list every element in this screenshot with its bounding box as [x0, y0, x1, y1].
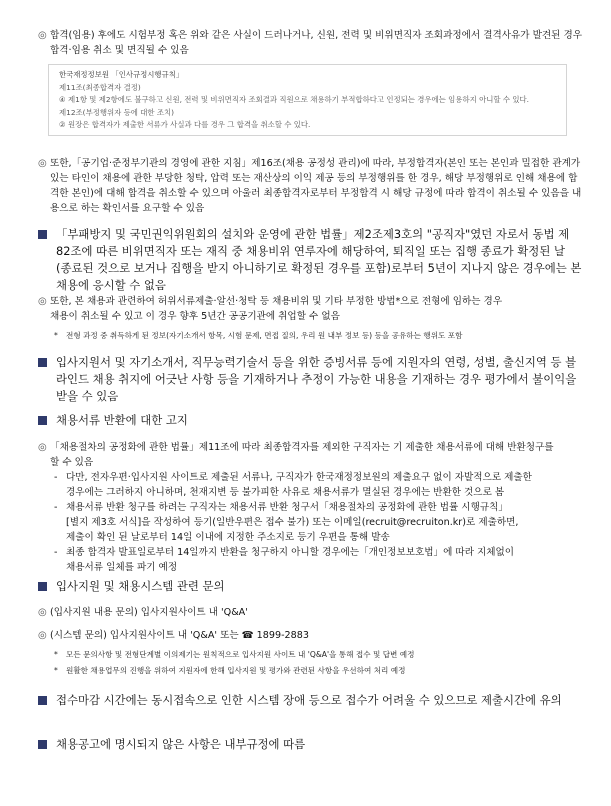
dash-item	[38, 500, 583, 545]
asterisk-icon: *	[54, 331, 58, 340]
circle-bullet-icon: ◎	[38, 30, 47, 41]
notice-item	[38, 440, 583, 470]
section-item	[38, 692, 583, 709]
paragraph-text: 「채용절차의 공정화에 관한 법률」제11조에 따라 최종합격자를 제외한 구직자는 기 제출한 채용서류에 대해 반환청구를	[50, 442, 554, 453]
square-bullet-icon	[38, 416, 47, 425]
paragraph-text: (시스템 문의) 입사지원사이트 내 'Q&A' 또는 ☎ 1899-2883	[50, 630, 309, 641]
section-text: 입사지원서 및 자기소개서, 직무능력기술서 등을 위한 증빙서류 등에 지원자의 연령, 성별, 출신지역 등 블라인드 채용 취지에 어긋난 사항 등을 기재하거나 추정이 가능한 내용을 기재하는 경우 평가에서 불이익을 받을 수 있음	[56, 355, 577, 403]
circle-bullet-icon: ◎	[38, 630, 47, 641]
section-heading-text: 채용서류 반환에 대한 고지	[56, 413, 188, 427]
circle-bullet-icon: ◎	[38, 442, 47, 453]
square-bullet-icon	[38, 358, 47, 367]
dash-bullet: -	[54, 472, 58, 483]
dash-text: [별지 제3호 서식]을 작성하여 등기(일반우편은 접수 불가) 또는 이메일(recruit@recruiton.kr)로 제출하면,	[66, 517, 519, 528]
section-item	[38, 354, 583, 405]
section-heading-text: 입사지원 및 채용시스템 관련 문의	[56, 579, 225, 593]
regulation-article: 제12조(부정행위자 등에 대한 조치)	[59, 107, 175, 117]
footnote-text: 전형 과정 중 취득하게 된 정보(자기소개서 항목, 시험 문제, 면접 질의, 우리 원 내부 정보 등) 등을 공유하는 행위도 포함	[66, 331, 463, 340]
return-notice-block	[38, 440, 583, 575]
notice-item	[38, 294, 583, 324]
regulation-box	[48, 64, 567, 136]
square-bullet-icon	[38, 696, 47, 705]
paragraph-text: 합격(임용) 후에도 시험부정 혹은 위와 같은 사실이 드러나거나, 신원, 전력 및 비위면직자 조회과정에서 결격사유가 발견된 경우 합격·임용 취소 및 면직될 수 있음	[50, 30, 582, 56]
square-bullet-icon	[38, 740, 47, 749]
footnote	[50, 329, 583, 342]
dash-item	[38, 470, 583, 500]
paragraph-text: 채용이 취소될 수 있고 이 경우 향후 5년간 공공기관에 취업할 수 없음	[50, 311, 340, 322]
regulation-clause: ④ 제1항 및 제2항에도 불구하고 신원, 전력 및 비위면직자 조회결과 직원으로 채용하기 부적합하다고 인정되는 경우에는 임용하지 아니할 수 있다.	[59, 95, 529, 104]
dash-bullet: -	[54, 547, 58, 558]
notice-item	[38, 628, 583, 643]
asterisk-icon: *	[54, 650, 58, 659]
paragraph-text: 또한,「공기업·준정부기관의 경영에 관한 지침」제16조(채용 공정성 관리)에 따라, 부정합격자(본인 또는 본인과 밀접한 관계가 있는 타인이 채용에 관한 부당한 청탁, 압력 또는 재산상의 이익 제공 등의 부정행위를 한 경우, 해당 부정행위로 인해 채용에 합격한 본인)에 대해 합격을 취소할 수 있으며 아울러 최종합격자로부터 부정합격 시 해당 규정에 따라 합격이 취소될 수 있음을 내용으로 하는 확인서를 요구할 수 있음	[50, 158, 582, 214]
footnote-text: 원활한 채용업무의 진행을 위하여 지원자에 한해 입사지원 및 평가와 관련된 사항을 우선하여 처리 예정	[66, 666, 406, 675]
footnote-text: 모든 문의사항 및 전형단계별 이의제기는 원칙적으로 입사지원 사이트 내 'Q&A'을 통해 접수 및 답변 예정	[66, 650, 415, 659]
dash-text: 채용서류 일체를 파기 예정	[66, 562, 178, 573]
dash-text: 제출이 확인 된 날로부터 14일 이내에 지정한 주소지로 등기 우편을 통해 발송	[66, 532, 390, 543]
circle-bullet-icon: ◎	[38, 296, 47, 307]
notice-item	[38, 605, 583, 620]
dash-text: 다만, 전자우편·입사지원 사이트로 제출된 서류나, 구직자가 한국재정정보원의 제출요구 없이 자발적으로 제출한	[66, 472, 532, 483]
dash-text: 채용서류 반환 청구를 하려는 구직자는 채용서류 반환 청구서「채용절차의 공정화에 관한 법률 시행규칙」	[66, 502, 508, 513]
square-bullet-icon	[38, 582, 47, 591]
footnote	[50, 664, 583, 677]
asterisk-icon: *	[54, 666, 58, 675]
square-bullet-icon	[38, 230, 47, 239]
section-heading	[38, 578, 583, 595]
footnote	[50, 648, 583, 661]
section-text: 접수마감 시간에는 동시접속으로 인한 시스템 장애 등으로 접수가 어려울 수 있으므로 제출시간에 유의	[56, 693, 562, 707]
notice-item	[38, 28, 583, 58]
regulation-clause: ② 원장은 합격자가 제출한 서류가 사실과 다를 경우 그 합격을 취소할 수 있다.	[59, 120, 311, 129]
section-item	[38, 226, 583, 294]
paragraph-text: 할 수 있음	[50, 457, 94, 468]
dash-text: 경우에는 그러하지 아니하며, 천재지변 등 불가피한 사유로 채용서류가 멸실된 경우에는 반환한 것으로 봄	[66, 487, 505, 498]
section-text: 「부패방지 및 국민권익위원회의 설치와 운영에 관한 법률」제2조제3호의 "공직자"였던 자로서 동법 제82조에 따른 비위면직자 또는 재직 중 채용비위 연루자에 해당하여, 퇴직일 또는 집행 종료가 확정된 날 (종료된 것으로 보거나 집행을 받지 아니하기로 확정된 경우를 포함)로부터 5년이 지나지 않은 경우에는 본 채용에 응시할 수 없음	[56, 227, 582, 292]
dash-bullet: -	[54, 502, 58, 513]
dash-item	[38, 545, 583, 575]
circle-bullet-icon: ◎	[38, 158, 47, 169]
regulation-article: 제11조(최종합격자 결정)	[59, 82, 141, 92]
section-text: 채용공고에 명시되지 않은 사항은 내부규정에 따름	[56, 737, 306, 751]
dash-text: 최종 합격자 발표일로부터 14일까지 반환을 청구하지 아니할 경우에는「개인정보보호법」에 따라 지체없이	[66, 547, 515, 558]
paragraph-text: 또한, 본 채용과 관련하여 허위서류제출·알선·청탁 등 채용비위 및 기타 부정한 방법*으로 전형에 임하는 경우	[50, 296, 503, 307]
circle-bullet-icon: ◎	[38, 607, 47, 618]
paragraph-text: (입사지원 내용 문의) 입사지원사이트 내 'Q&A'	[50, 607, 248, 618]
section-heading	[38, 412, 583, 429]
notice-item	[38, 156, 583, 216]
section-item	[38, 736, 583, 753]
regulation-title: 한국재정정보원 「인사규정시행규칙」	[59, 70, 184, 79]
